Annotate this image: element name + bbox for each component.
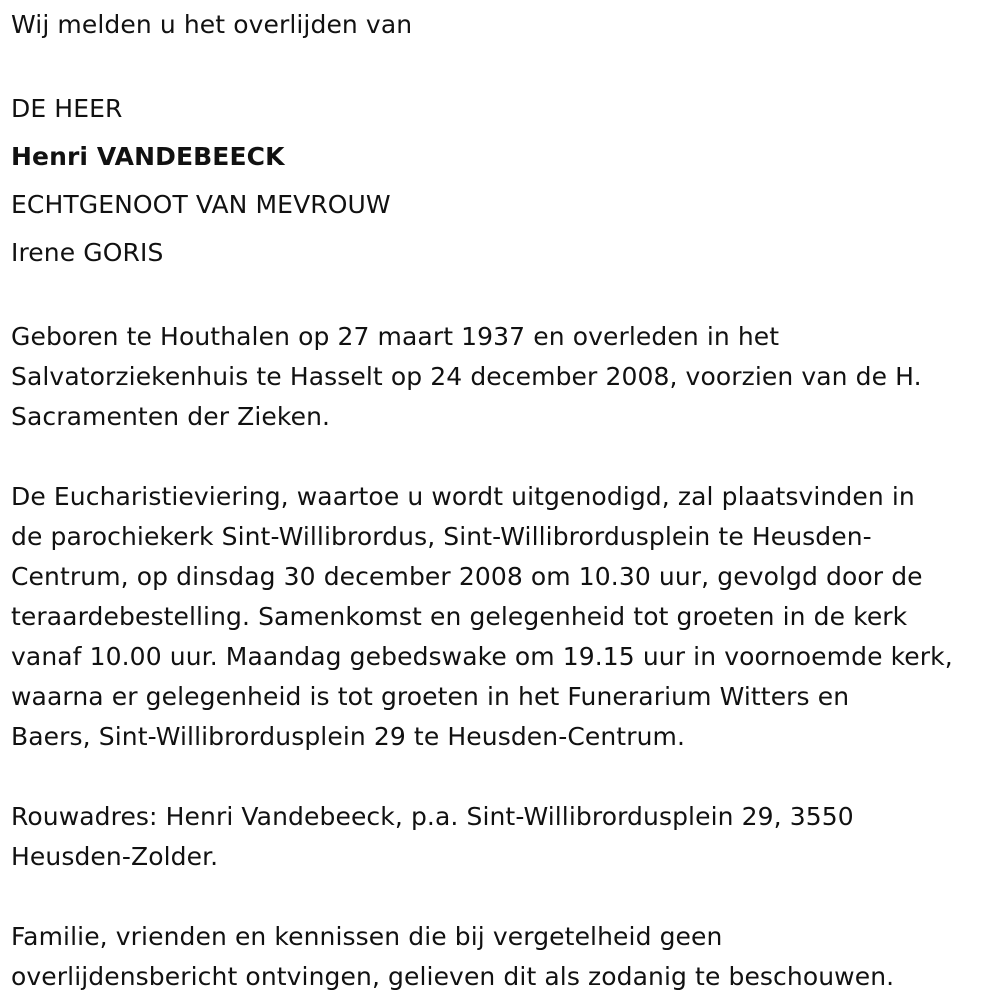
deceased-name: Henri VANDEBEECK [11, 142, 285, 171]
paragraph-line: vanaf 10.00 uur. Maandag gebedswake om 19.15 uur in voornoemde kerk, [11, 642, 953, 671]
address-paragraph [11, 797, 996, 877]
paragraph-line: Geboren te Houthalen op 27 maart 1937 en overleden in het [11, 322, 780, 351]
spouse-name: Irene GORIS [11, 238, 164, 267]
paragraph-line: De Eucharistieviering, waartoe u wordt uitgenodigd, zal plaatsvinden in [11, 482, 915, 511]
paragraph-line: Salvatorziekenhuis te Hasselt op 24 december 2008, voorzien van de H. [11, 362, 922, 391]
birth-death-paragraph [11, 317, 996, 437]
paragraph-line: Sacramenten der Zieken. [11, 402, 331, 431]
title-text: DE HEER [11, 94, 123, 123]
spacer [11, 757, 996, 797]
spacer [11, 437, 996, 477]
intro-text: Wij melden u het overlijden van [11, 10, 413, 39]
paragraph-line: de parochiekerk Sint-Willibrordus, Sint-Willibrordusplein te Heusden- [11, 522, 872, 551]
spacer [11, 277, 996, 317]
paragraph-line: Rouwadres: Henri Vandebeeck, p.a. Sint-Willibrordusplein 29, 3550 [11, 802, 854, 831]
paragraph-line: waarna er gelegenheid is tot groeten in het Funerarium Witters en [11, 682, 850, 711]
spacer [11, 45, 996, 85]
paragraph-line: Centrum, op dinsdag 30 december 2008 om 10.30 uur, gevolgd door de [11, 562, 923, 591]
paragraph-line: overlijdensbericht ontvingen, gelieven dit als zodanig te beschouwen. [11, 962, 895, 991]
paragraph-line: Heusden-Zolder. [11, 842, 219, 871]
obituary-notice [11, 5, 996, 997]
spacer [11, 877, 996, 917]
closing-paragraph [11, 917, 996, 997]
service-paragraph [11, 477, 996, 757]
paragraph-line: Baers, Sint-Willibrordusplein 29 te Heusden-Centrum. [11, 722, 686, 751]
paragraph-line: Familie, vrienden en kennissen die bij vergetelheid geen [11, 922, 723, 951]
relation-text: ECHTGENOOT VAN MEVROUW [11, 190, 391, 219]
paragraph-line: teraardebestelling. Samenkomst en gelegenheid tot groeten in de kerk [11, 602, 908, 631]
